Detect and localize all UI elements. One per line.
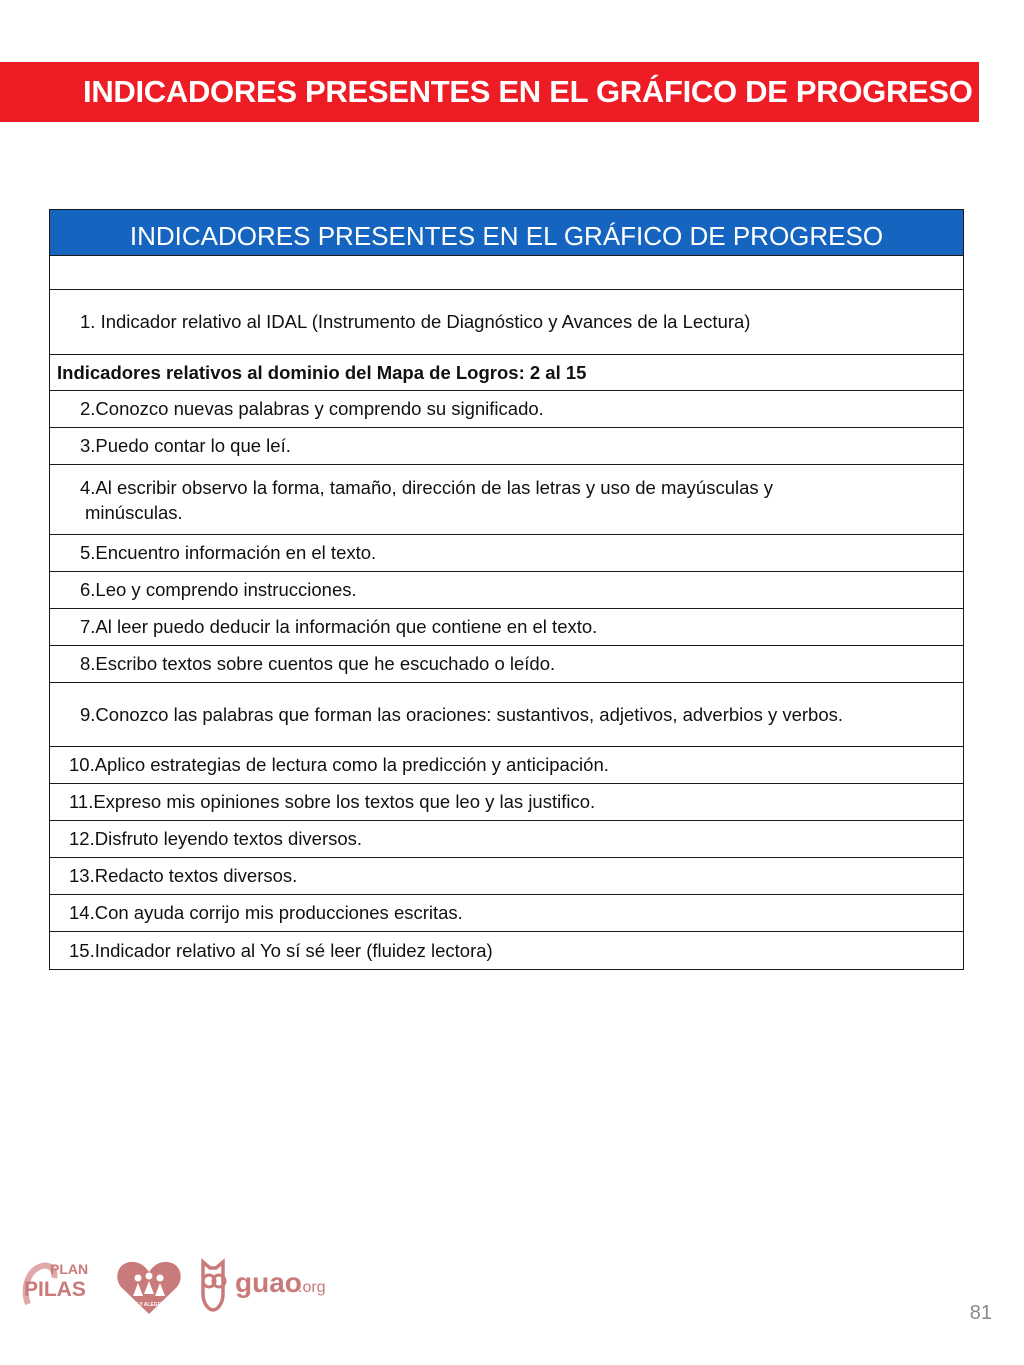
indicator-text: 11.Expreso mis opiniones sobre los textos que leo y las justifico. — [69, 791, 596, 812]
indicator-text: 8.Escribo textos sobre cuentos que he escuchado o leído. — [80, 653, 556, 674]
table-row — [50, 683, 963, 747]
page-title: INDICADORES PRESENTES EN EL GRÁFICO DE PROGRESO — [83, 74, 973, 109]
table-row — [50, 932, 963, 969]
table-row — [50, 428, 963, 465]
plan-pilas-logo — [24, 1261, 88, 1304]
section-heading-text: Indicadores relativos al dominio del Mapa de Logros: 2 al 15 — [57, 361, 587, 383]
table-row — [50, 747, 963, 784]
indicators-table — [49, 209, 964, 970]
fe-y-alegria-heart-logo — [117, 1262, 180, 1314]
table-row — [50, 895, 963, 932]
indicator-text-continuation: minúsculas. — [85, 501, 183, 523]
guao-logo — [235, 1267, 326, 1298]
table-row — [50, 821, 963, 858]
table-row — [50, 646, 963, 683]
partner-logos — [20, 1252, 365, 1318]
indicator-text: 7.Al leer puedo deducir la información que contiene en el texto. — [80, 616, 598, 637]
table-empty-row — [50, 256, 963, 290]
indicator-text: 14.Con ayuda corrijo mis producciones escritas. — [69, 902, 463, 923]
table-row-section-heading — [50, 355, 963, 391]
table-row — [50, 535, 963, 572]
svg-text:PILAS: PILAS — [24, 1278, 86, 1301]
table-row — [50, 391, 963, 428]
svg-text:.org: .org — [298, 1279, 326, 1296]
indicator-text: 12.Disfruto leyendo textos diversos. — [69, 828, 363, 849]
indicator-text: 3.Puedo contar lo que leí. — [80, 435, 291, 456]
indicator-text: 13.Redacto textos diversos. — [69, 865, 298, 886]
table-row — [50, 465, 963, 535]
table-row — [50, 784, 963, 821]
page-number: 81 — [969, 1302, 992, 1324]
table-header: INDICADORES PRESENTES EN EL GRÁFICO DE PROGRESO — [50, 210, 963, 256]
table-row — [50, 572, 963, 609]
indicator-text: 15.Indicador relativo al Yo sí sé leer (fluidez lectora) — [69, 939, 493, 961]
table-row — [50, 609, 963, 646]
indicator-text: 10.Aplico estrategias de lectura como la predicción y anticipación. — [69, 754, 609, 775]
indicator-text: 6.Leo y comprendo instrucciones. — [80, 579, 357, 600]
table-row-idal — [50, 290, 963, 355]
idal-indicator-text: 1. Indicador relativo al IDAL (Instrumento de Diagnóstico y Avances de la Lectura) — [80, 311, 751, 332]
indicator-text: 2.Conozco nuevas palabras y comprendo su significado. — [80, 398, 544, 419]
table-row — [50, 858, 963, 895]
title-banner — [0, 62, 979, 122]
svg-text:guao: guao — [235, 1267, 302, 1298]
indicator-text: 4.Al escribir observo la forma, tamaño, dirección de las letras y uso de mayúsculas y — [80, 476, 774, 498]
indicator-text: 5.Encuentro información en el texto. — [80, 542, 377, 563]
svg-text:PLAN: PLAN — [50, 1261, 89, 1277]
owl-icon — [203, 1262, 225, 1310]
indicator-text: 9.Conozco las palabras que forman las oraciones: sustantivos, adjetivos, adverbios y verbos. — [80, 703, 844, 725]
svg-text:FE Y ALEGRÍA: FE Y ALEGRÍA — [131, 1302, 167, 1308]
